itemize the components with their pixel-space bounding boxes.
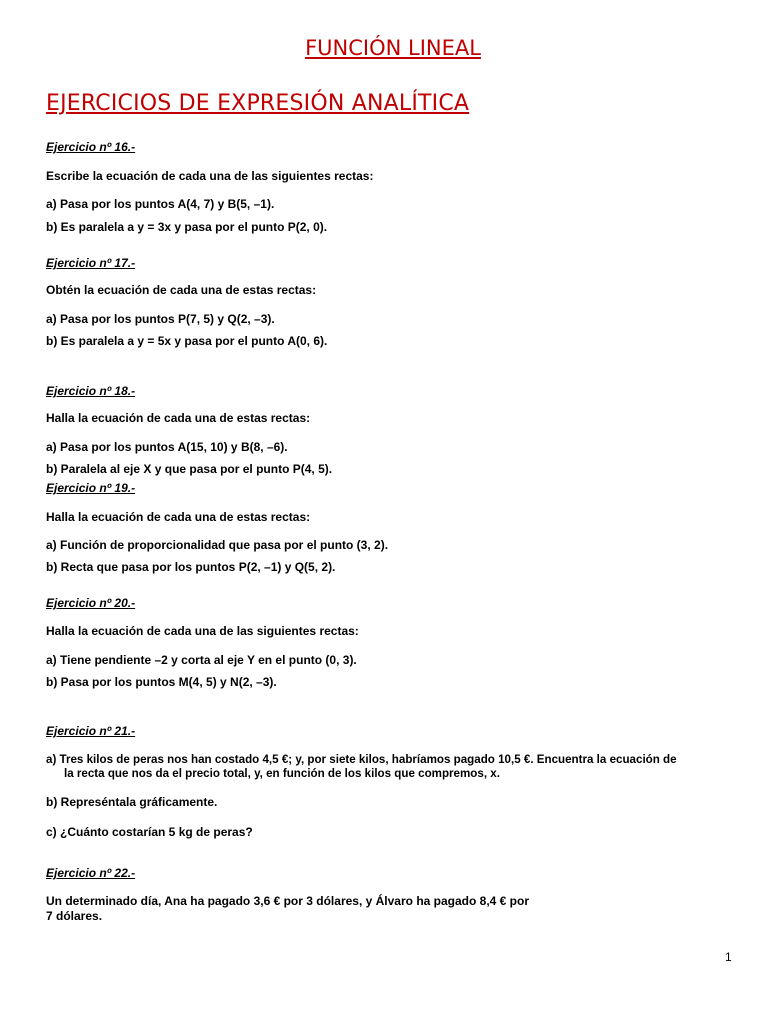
exercise-20-part-b: b) Pasa por los puntos M(4, 5) y N(2, –3). [46, 675, 277, 689]
exercise-19-intro: Halla la ecuación de cada una de estas rectas: [46, 510, 311, 524]
exercise-17-part-b: b) Es paralela a y = 5x y pasa por el punto A(0, 6). [46, 334, 328, 348]
exercise-21-part-a-line-2: la recta que nos da el precio total, y, en función de los kilos que compremos, x. [64, 767, 500, 780]
exercise-17-part-a: a) Pasa por los puntos P(7, 5) y Q(2, –3). [46, 312, 275, 326]
exercise-17-heading: Ejercicio nº 17.- [46, 256, 136, 270]
exercise-21-heading: Ejercicio nº 21.- [46, 724, 136, 738]
exercise-16-part-b: b) Es paralela a y = 3x y pasa por el punto P(2, 0). [46, 220, 328, 234]
document-title: FUNCIÓN LINEAL [305, 36, 481, 60]
exercise-21-part-c: c) ¿Cuánto costarían 5 kg de peras? [46, 825, 253, 839]
exercise-19-heading: Ejercicio nº 19.- [46, 481, 136, 495]
exercise-20-heading: Ejercicio nº 20.- [46, 596, 136, 610]
exercise-18-intro: Halla la ecuación de cada una de estas rectas: [46, 411, 311, 425]
exercise-22-line-2: 7 dólares. [46, 909, 103, 923]
section-title: EJERCICIOS DE EXPRESIÓN ANALÍTICA [46, 91, 470, 116]
exercise-18-part-a: a) Pasa por los puntos A(15, 10) y B(8, –6). [46, 440, 288, 454]
exercise-17-intro: Obtén la ecuación de cada una de estas rectas: [46, 283, 317, 297]
exercise-22-heading: Ejercicio nº 22.- [46, 866, 136, 880]
exercise-18-heading: Ejercicio nº 18.- [46, 384, 136, 398]
exercise-20-intro: Halla la ecuación de cada una de las siguientes rectas: [46, 624, 359, 638]
exercise-19-part-a: a) Función de proporcionalidad que pasa por el punto (3, 2). [46, 538, 389, 552]
page-number: 1 [725, 950, 732, 964]
exercise-19-part-b: b) Recta que pasa por los puntos P(2, –1) y Q(5, 2). [46, 560, 336, 574]
exercise-20-part-a: a) Tiene pendiente –2 y corta al eje Y en el punto (0, 3). [46, 653, 357, 667]
exercise-16-intro: Escribe la ecuación de cada una de las siguientes rectas: [46, 169, 374, 183]
exercise-16-part-a: a) Pasa por los puntos A(4, 7) y B(5, –1). [46, 197, 275, 211]
exercise-22-line-1: Un determinado día, Ana ha pagado 3,6 € por 3 dólares, y Álvaro ha pagado 8,4 € por [46, 894, 530, 908]
exercise-16-heading: Ejercicio nº 16.- [46, 140, 136, 154]
exercise-21-part-b: b) Represéntala gráficamente. [46, 795, 218, 809]
exercise-18-part-b: b) Paralela al eje X y que pasa por el punto P(4, 5). [46, 462, 333, 476]
exercise-21-part-a-line-1: a) Tres kilos de peras nos han costado 4,5 €; y, por siete kilos, habríamos pagado 10,5 €. Encuentra la ecuación de [46, 753, 677, 766]
